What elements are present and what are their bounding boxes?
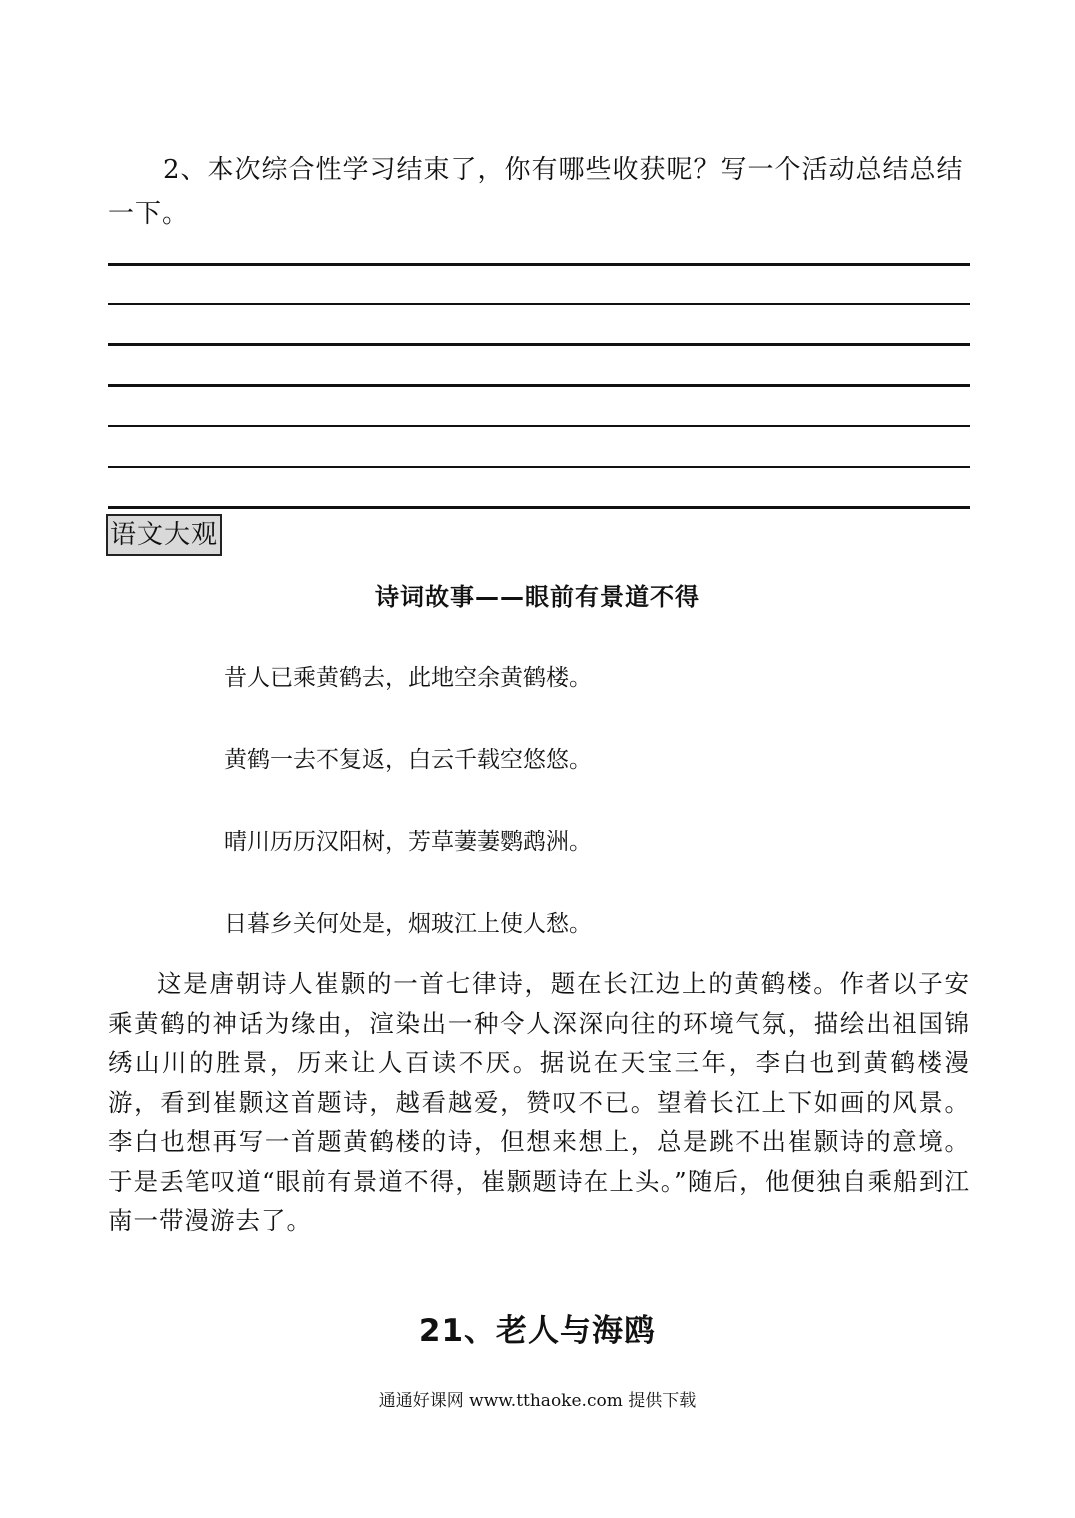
answer-line [108, 384, 970, 387]
answer-line [108, 506, 970, 509]
poem-line: 晴川历历汉阳树，芳草萋萋鹦鹉洲。 [224, 829, 592, 855]
answer-line [108, 343, 970, 346]
section-tag: 语文大观 [106, 514, 222, 556]
answer-line [108, 303, 970, 305]
lesson-title: 21、老人与海鸥 [418, 1313, 657, 1349]
footer-text: 通通好课网 www.tthaoke.com 提供下载 [378, 1391, 697, 1411]
question-text: 2、本次综合性学习结束了，你有哪些收获呢？写一个活动总结总结一下。 [108, 155, 964, 229]
poem-line: 昔人已乘黄鹤去，此地空余黄鹤楼。 [224, 665, 592, 691]
answer-line [108, 466, 970, 468]
answer-line [108, 425, 970, 427]
poem-line: 黄鹤一去不复返，白云千载空悠悠。 [224, 747, 592, 773]
story-title: 诗词故事——眼前有景道不得 [375, 583, 700, 611]
answer-line [108, 263, 970, 266]
poem-line: 日暮乡关何处是，烟玻江上使人愁。 [224, 911, 592, 937]
story-paragraph: 这是唐朝诗人崔颢的一首七律诗，题在长江边上的黄鹤楼。作者以子安乘黄鹤的神话为缘由，渲染出一种令人深深向往的环境气氛，描绘出祖国锦绣山川的胜景，历来让人百读不厌。据说在天宝三年，李白也到黄鹤楼漫游，看到崔颢这首题诗，越看越爱，赞叹不已。望着长江上下如画的风景。李白也想再写一首题黄鹤楼的诗，但想来想上，总是跳不出崔颢诗的意境。于是丢笔叹道“眼前有景道不得，崔颢题诗在上头。”随后，他便独自乘船到江南一带漫游去了。 [108, 969, 970, 1235]
